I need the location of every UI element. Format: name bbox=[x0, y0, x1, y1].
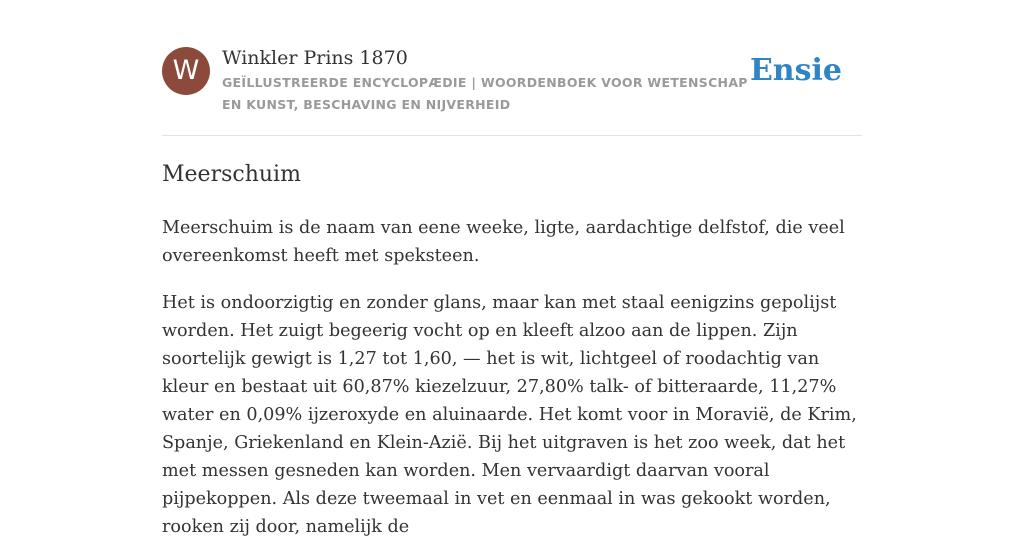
article bbox=[162, 158, 862, 560]
source-title[interactable]: Winkler Prins 1870 bbox=[222, 47, 408, 69]
article-title: Meerschuim bbox=[162, 162, 301, 187]
ensie-logo[interactable]: Ensie bbox=[749, 53, 842, 88]
header-divider bbox=[162, 135, 862, 136]
source-avatar[interactable]: W bbox=[162, 47, 210, 95]
article-paragraph: Meerschuim is de naam van eene weeke, ligte, aardachtige delfstof, die veel overeenkomst heeft met speksteen. bbox=[162, 218, 845, 266]
source-header bbox=[162, 46, 862, 136]
article-paragraph: Het is ondoorzigtig en zonder glans, maar kan met staal eenigzins gepolijst worden. Het zuigt begeerig vocht op en kleeft alzoo aan de lippen. Zijn soortelijk gewigt is 1,27 tot 1,60, — het is wit, lichtgeel of roodachtig van kleur en bestaat uit 60,87% kiezelzuur, 27,80% talk- of bitteraarde, 11,27% water en 0,09% ijzeroxyde en aluinaarde. Het komt voor in Moravië, de Krim, Spanje, Griekenland en Klein-Azië. Bij het uitgraven is het zoo week, dat het met messen gesneden kan worden. Men vervaardigt daarvan vooral pijpekoppen. Als deze tweemaal in vet en eenmaal in was gekookt worden, rooken zij door, namelijk de bbox=[162, 293, 857, 537]
source-subtitle: GEÏLLUSTREERDE ENCYCLOPÆDIE | WOORDENBOEK VOOR WETENSCHAP EN KUNST, BESCHAVING EN NIJVERHEID bbox=[222, 75, 748, 112]
